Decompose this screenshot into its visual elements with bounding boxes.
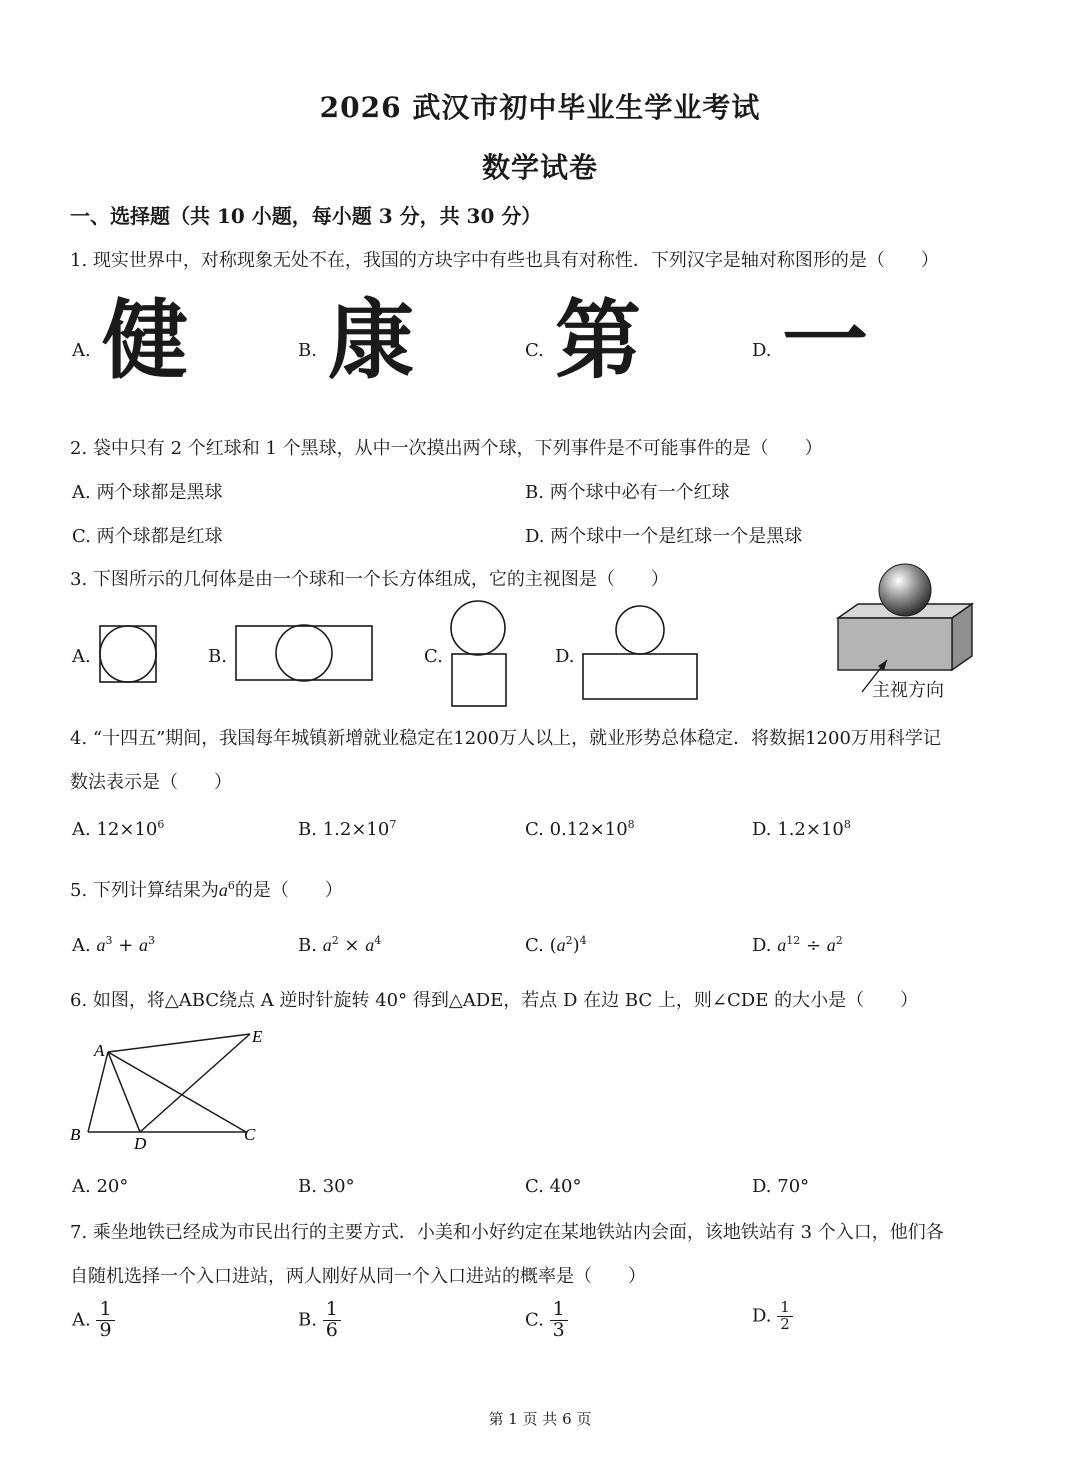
page-footer: 第 1 页 共 6 页: [488, 1410, 592, 1428]
q3-option-c-letter: C.: [424, 646, 443, 667]
q7-option-c: C. $\frac{1}{3}$: [525, 1300, 568, 1341]
q5-option-d: D. $a^{12} \div a^2$: [752, 934, 843, 956]
q6-option-d: D. 70°: [752, 1176, 810, 1197]
q1-option-a-glyph: 健: [102, 291, 188, 391]
q6-option-b: B. 30°: [298, 1176, 355, 1197]
q6-label-c: C: [244, 1125, 256, 1144]
q3-option-a-figure: [98, 624, 160, 684]
q2-option-d: D. 两个球中一个是红球一个是黑球: [525, 526, 803, 547]
q2-stem: 2. 袋中只有 2 个红球和 1 个黑球，从中一次摸出两个球，下列事件是不可能事件的是（ ）: [70, 438, 823, 459]
q6-label-d: D: [134, 1134, 147, 1153]
q6-triangle-figure: [60, 1020, 280, 1155]
q7-option-d: D. $\frac{1}{2}$: [752, 1300, 793, 1333]
q3-stem: 3. 下图所示的几何体是由一个球和一个长方体组成，它的主视图是（ ）: [70, 569, 669, 590]
q7-stem-line2: 自随机选择一个入口进站，两人刚好从同一个入口进站的概率是（ ）: [70, 1266, 646, 1287]
q7-stem-line1: 7. 乘坐地铁已经成为市民出行的主要方式．小美和小好约定在某地铁站内会面，该地铁站有 3 个入口，他们各: [70, 1222, 944, 1243]
q3-option-d-figure: [580, 604, 702, 704]
q1-option-b-glyph: 康: [328, 291, 414, 391]
q3-option-b-figure: [234, 624, 376, 684]
q5-option-c: C. $(a^2)^4$: [525, 934, 587, 956]
q4-stem-line2: 数法表示是（ ）: [70, 772, 232, 793]
q6-option-a: A. 20°: [72, 1176, 129, 1197]
q1-option-d-letter: D.: [752, 340, 772, 361]
exam-title: 2026 武汉市初中毕业生学业考试: [319, 91, 761, 124]
q4-option-d: D. $1.2\times 10^8$: [752, 818, 851, 840]
section-heading: 一、选择题（共 10 小题，每小题 3 分，共 30 分）: [70, 204, 542, 228]
q2-option-c: C. 两个球都是红球: [72, 526, 223, 547]
q3-option-a-letter: A.: [72, 646, 91, 667]
q5-option-a: A. $a^3 + a^3$: [72, 934, 155, 956]
q6-label-e: E: [252, 1027, 263, 1046]
q1-option-a-letter: A.: [72, 340, 91, 361]
q2-option-b: B. 两个球中必有一个红球: [525, 482, 730, 503]
q2-option-a: A. 两个球都是黑球: [72, 482, 223, 503]
exam-subtitle: 数学试卷: [481, 151, 598, 184]
q5-stem: 5. 下列计算结果为$a^6$的是（ ）: [70, 879, 343, 901]
q6-label-b: B: [70, 1125, 81, 1144]
q1-option-b-letter: B.: [298, 340, 317, 361]
q4-option-a: A. $12\times 10^6$: [72, 818, 165, 840]
q5-option-b: B. $a^2 \times a^4$: [298, 934, 382, 956]
q3-view-direction-label: 主视方向: [872, 680, 944, 701]
q1-stem: 1. 现实世界中，对称现象无处不在，我国的方块字中有些也具有对称性．下列汉字是轴对称图形的是（ ）: [70, 250, 939, 271]
q3-option-c-figure: [448, 600, 512, 710]
q3-option-d-letter: D.: [555, 646, 575, 667]
q1-option-c-letter: C.: [525, 340, 544, 361]
q6-stem: 6. 如图，将△ABC绕点 A 逆时针旋转 40° 得到△ADE，若点 D 在边 BC 上，则∠CDE 的大小是（ ）: [70, 990, 919, 1011]
q1-option-d-glyph: 一: [782, 291, 868, 391]
q6-option-c: C. 40°: [525, 1176, 582, 1197]
q7-option-b: B. $\frac{1}{6}$: [298, 1300, 341, 1341]
q4-option-c: C. $0.12\times 10^8$: [525, 818, 635, 840]
q4-option-b: B. $1.2\times 10^7$: [298, 818, 397, 840]
q4-stem-line1: 4. “十四五”期间，我国每年城镇新增就业稳定在1200万人以上，就业形势总体稳定．将数据1200万用科学记: [70, 728, 941, 749]
q7-option-a: A. $\frac{1}{9}$: [72, 1300, 115, 1341]
q6-label-a: A: [94, 1041, 105, 1060]
q3-option-b-letter: B.: [208, 646, 227, 667]
q1-option-c-glyph: 第: [555, 291, 641, 391]
